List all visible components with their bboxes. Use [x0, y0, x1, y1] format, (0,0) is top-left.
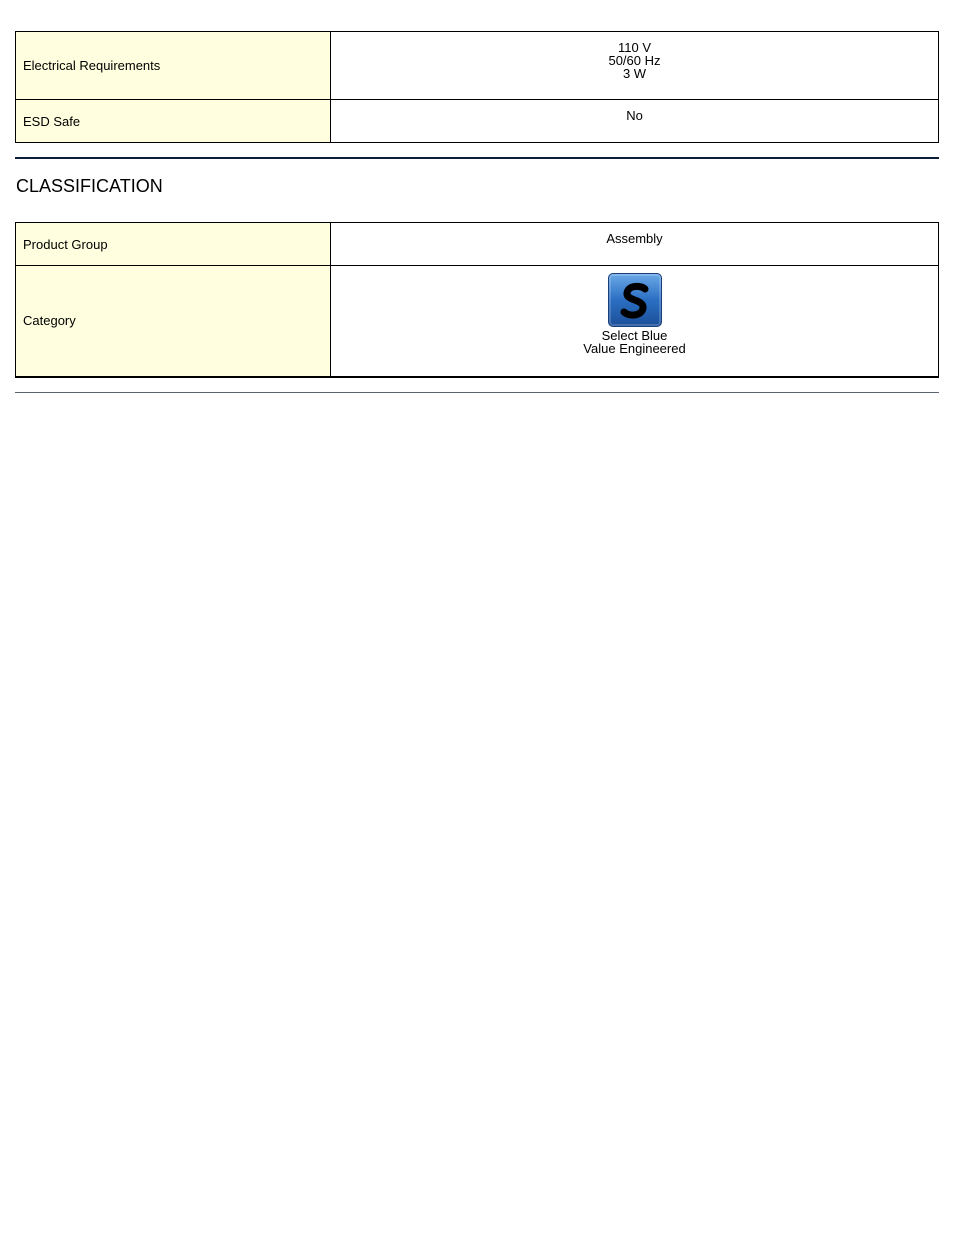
frequency-value: 50/60 Hz [608, 53, 661, 68]
electrical-requirements-value [331, 32, 939, 100]
table-row [16, 100, 939, 143]
select-blue-s-logo-icon [608, 273, 662, 327]
section-divider [15, 157, 939, 159]
category-subtitle: Value Engineered [583, 341, 686, 356]
table-row [16, 266, 939, 377]
table-row [16, 32, 939, 100]
classification-table [15, 222, 939, 378]
esd-safe-text: No [626, 108, 643, 123]
esd-safe-label: ESD Safe [16, 100, 331, 143]
electrical-spec-table [15, 31, 939, 143]
electrical-requirements-label: Electrical Requirements [16, 32, 331, 100]
wattage-value: 3 W [622, 66, 647, 81]
classification-heading: CLASSIFICATION [16, 176, 163, 196]
category-label: Category [16, 266, 331, 377]
bottom-divider [15, 392, 939, 393]
category-name: Select Blue [601, 328, 668, 343]
esd-safe-value [331, 100, 939, 143]
product-group-text: Assembly [606, 231, 663, 246]
product-group-value [331, 223, 939, 266]
table-row [16, 223, 939, 266]
category-value [331, 266, 939, 377]
product-group-label: Product Group [16, 223, 331, 266]
voltage-value: 110 V [617, 40, 651, 55]
